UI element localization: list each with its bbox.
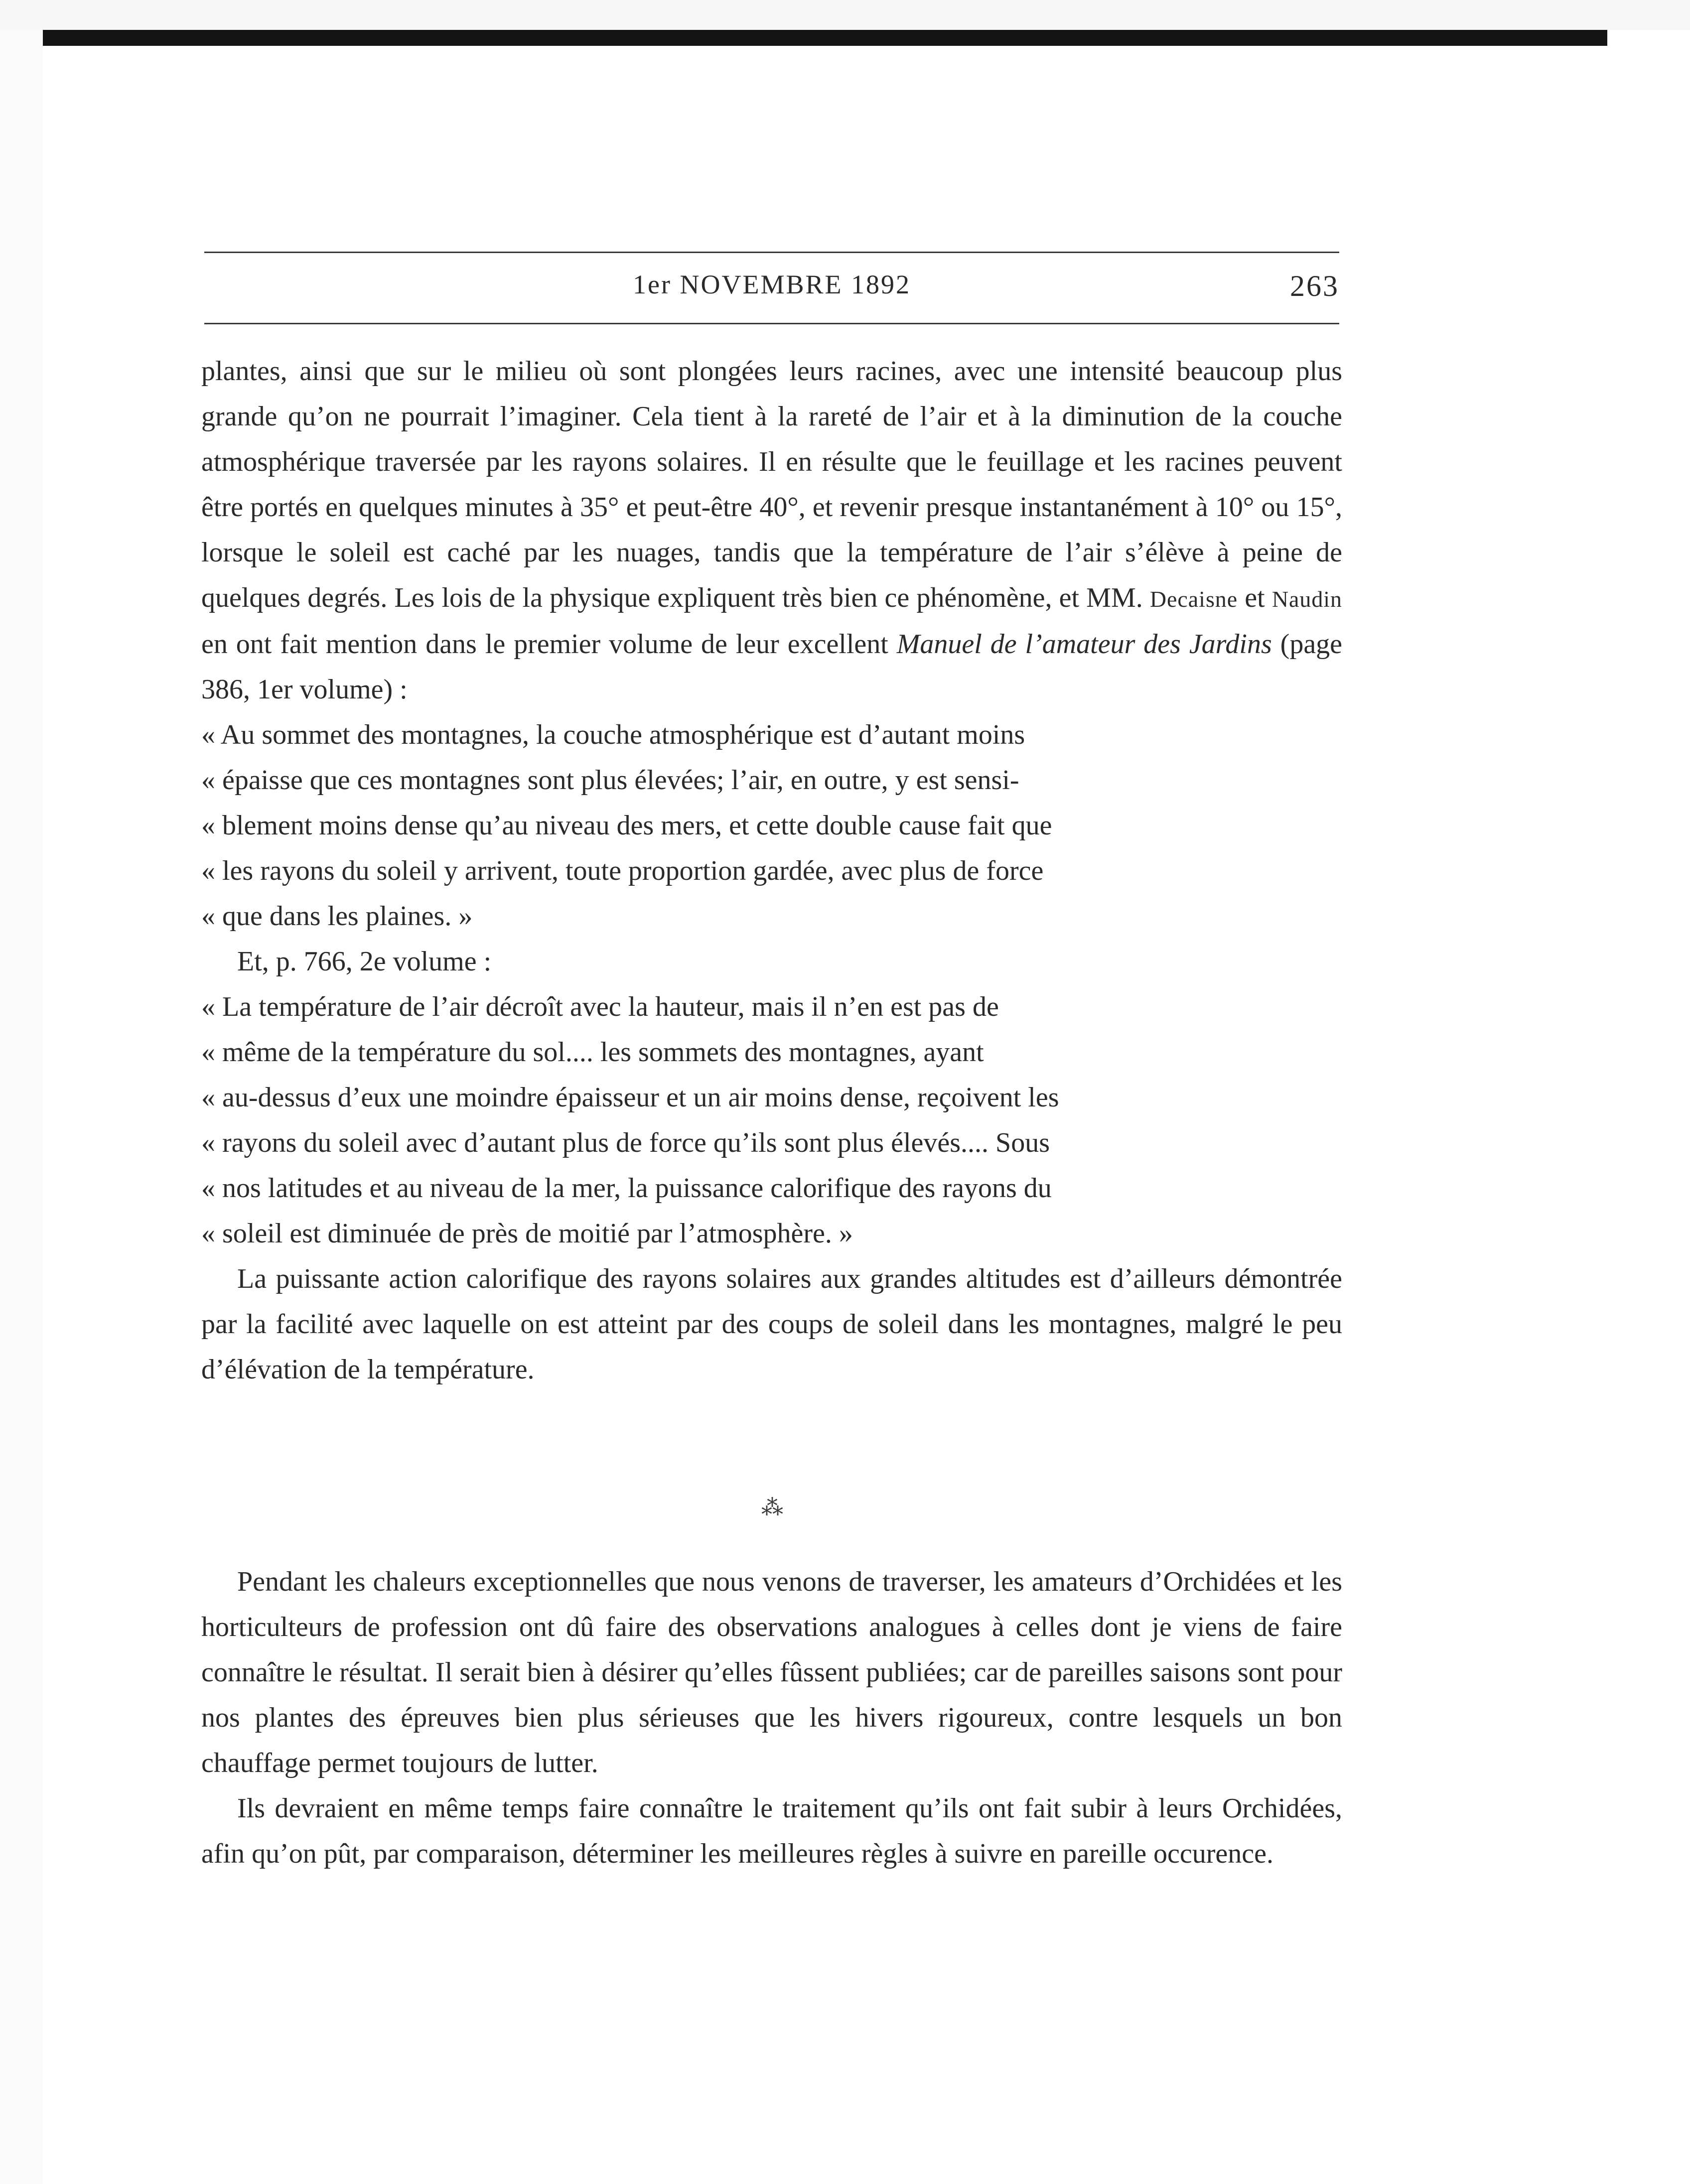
quotation-2 — [201, 984, 1342, 1256]
body-text-bottom — [201, 1559, 1342, 1877]
book-title: Manuel de l’amateur des Jardins — [896, 629, 1272, 660]
author-naudin: Naudin — [1271, 586, 1342, 612]
running-header — [204, 269, 1339, 309]
quote-line: « La température de l’air décroît avec la hauteur, mais il n’en est pas de — [201, 991, 999, 1022]
header-rule-top — [204, 252, 1339, 253]
header-rule-bottom — [204, 323, 1339, 324]
paragraph-2: La puissante action calorifique des rayons solaires aux grandes altitudes est d’ailleurs démontrée par la facilité avec laquelle on est atteint par des coups de soleil dans les montagnes, malgré le peu d’élévation de la température. — [201, 1263, 1342, 1385]
quote-line: « les rayons du soleil y arrivent, toute proportion gardée, avec plus de force — [201, 855, 1044, 886]
quote-line: « que dans les plaines. » — [201, 901, 473, 932]
quote-line: « rayons du soleil avec d’autant plus de force qu’ils sont plus élevés.... Sous — [201, 1127, 1050, 1158]
paragraph-1 — [201, 349, 1342, 712]
scan-left-margin — [0, 30, 43, 2184]
body-text-top — [201, 349, 1342, 1392]
quote-line: « même de la température du sol.... les sommets des montagnes, ayant — [201, 1037, 984, 1068]
quote-line: « au-dessus d’eux une moindre épaisseur et un air moins dense, reçoivent les — [201, 1082, 1059, 1113]
paragraph-1-end: (page 386, 1er volume) : — [201, 629, 1343, 705]
scan-top-margin — [0, 0, 1690, 30]
quote-line: « blement moins dense qu’au niveau des mers, et cette double cause fait que — [201, 810, 1052, 841]
paragraph-1-middle: en ont fait mention dans le premier volume de leur excellent — [201, 629, 888, 660]
paragraph-1-text: plantes, ainsi que sur le milieu où sont plongées leurs racines, avec une intensité beaucoup plus grande qu’on ne pourrait l’imaginer. Cela tient à la rareté de l’air et à la diminution de la couche atmosphérique traversée par les rayons solaires. Il en résulte que le feuillage et les racines peuvent être portés en quelques minutes à 35° et peut-être 40°, et revenir presque instantanément à 10° ou 15°, lorsque le soleil est caché par les nuages, tandis que la température de l’air s’élève à peine de quelques degrés. Les lois de la physique expliquent très bien ce phénomène, et MM. — [201, 356, 1342, 613]
reference-line: Et, p. 766, 2e volume : — [237, 946, 492, 977]
paragraph-3: Pendant les chaleurs exceptionnelles que nous venons de traverser, les amateurs d’Orchidées et les horticulteurs de profession ont dû faire des observations analogues à celles dont je viens de faire connaître le résultat. Il serait bien à désirer qu’elles fûssent publiées; car de pareilles saisons sont pour nos plantes des épreuves bien plus sérieuses que les hivers rigoureux, contre lesquels un bon chauffage permet toujours de lutter. — [201, 1566, 1342, 1778]
quote-line: « épaisse que ces montagnes sont plus élevées; l’air, en outre, y est sensi- — [201, 765, 1019, 796]
asterism-separator: ⁂ — [761, 1496, 783, 1520]
paragraph-4: Ils devraient en même temps faire connaître le traitement qu’ils ont fait subir à leurs Orchidées, afin qu’on pût, par comparaison, déterminer les meilleures règles à suivre en pareille occurence. — [201, 1793, 1342, 1869]
page-number: 263 — [1290, 270, 1339, 302]
scan-binding-shadow — [43, 30, 1607, 46]
quotation-1 — [201, 712, 1342, 939]
author-decaisne: Decaisne — [1149, 586, 1238, 612]
header-date: 1er NOVEMBRE 1892 — [633, 270, 911, 299]
quote-line: « Au sommet des montagnes, la couche atmosphérique est d’autant moins — [201, 719, 1025, 750]
quote-line: « nos latitudes et au niveau de la mer, la puissance calorifique des rayons du — [201, 1173, 1052, 1204]
quote-line: « soleil est diminuée de près de moitié par l’atmosphère. » — [201, 1218, 853, 1249]
conjunction: et — [1245, 582, 1265, 613]
